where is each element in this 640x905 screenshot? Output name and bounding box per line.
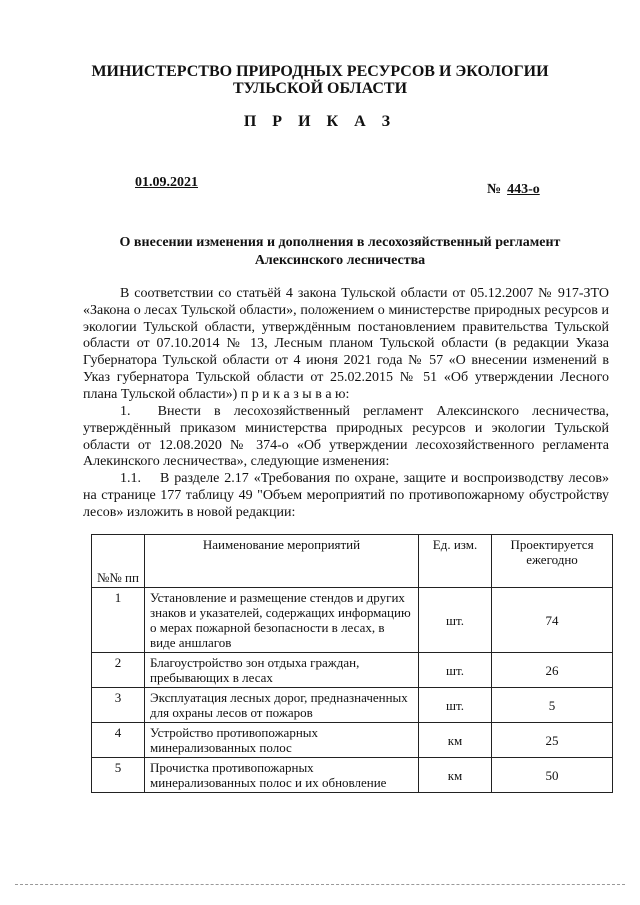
- row-value: 25: [492, 723, 613, 758]
- row-name: Устройство противопожарных минерализованных полос: [145, 723, 419, 758]
- row-name: Прочистка противопожарных минерализованных полос и их обновление: [145, 758, 419, 793]
- table-row: [92, 723, 613, 758]
- row-unit: шт.: [419, 688, 492, 723]
- item-1-1-paragraph: [83, 471, 609, 521]
- order-date: 01.09.2021: [135, 175, 198, 190]
- item-1-1-text: 1.1. В разделе 2.17 «Требования по охране, защите и воспроизводству лесов» на странице 177 таблицу 49 "Объем мероприятий по противопожарному обустройству лесов» изложить в новой редакции:: [83, 471, 609, 520]
- order-number: [487, 182, 540, 198]
- order-subject-line1: О внесении изменения и дополнения в лесохозяйственный регламент: [119, 235, 561, 250]
- order-number-label: №: [487, 182, 502, 197]
- ministry-name-line2: ТУЛЬСКОЙ ОБЛАСТИ: [232, 80, 408, 97]
- header-num: №№ пп: [92, 535, 145, 588]
- scan-edge-divider: [15, 884, 625, 885]
- row-value: 50: [492, 758, 613, 793]
- row-value: 26: [492, 653, 613, 688]
- order-subject-line2: Алексинского лесничества: [254, 253, 426, 268]
- header-unit: Ед. изм.: [419, 535, 492, 588]
- row-unit: км: [419, 758, 492, 793]
- preamble-text: В соответствии со статьёй 4 закона Тульской области от 05.12.2007 № 917-ЗТО «Закона о лесах Тульской области», положением о министерстве природных ресурсов и экологии Тульской области, утверждённым постановлением правительства Тульской области от 07.10.2014 № 13, Лесным планом Тульской области (в редакции Указа Губернатора Тульской области от 4 июня 2021 года № 57 «О внесении изменений в Указ губернатора Тульской области от 25.02.2015 № 51 «Об утверждении Лесного плана Тульской области») п р и к а з ы в а ю:: [83, 286, 609, 402]
- row-name: Благоустройство зон отдыха граждан, пребывающих в лесах: [145, 653, 419, 688]
- order-number-value: 443-о: [507, 182, 540, 197]
- ministry-name-line1: МИНИСТЕРСТВО ПРИРОДНЫХ РЕСУРСОВ И ЭКОЛОГИИ: [91, 63, 549, 80]
- row-name: Установление и размещение стендов и других знаков и указателей, содержащих информацию о мерах пожарной безопасности в лесах, в виде аншлагов: [145, 588, 419, 653]
- document-type: П Р И К А З: [243, 113, 397, 130]
- row-num: 4: [92, 723, 145, 758]
- table-header-row: [92, 535, 613, 588]
- row-value: 5: [492, 688, 613, 723]
- row-num: 1: [92, 588, 145, 653]
- row-num: 3: [92, 688, 145, 723]
- table-row: [92, 758, 613, 793]
- header-planned: Проектируется ежегодно: [492, 535, 613, 588]
- row-num: 5: [92, 758, 145, 793]
- order-subject: [60, 234, 620, 270]
- item-1-paragraph: [83, 404, 609, 471]
- item-1-text: 1. Внести в лесохозяйственный регламент Алексинского лесничества, утверждённый приказом министерства природных ресурсов и экологии Тульской области от 12.08.2020 № 374-о «Об утверждении лесохозяйственного регламента Алекинского лесничества», следующие изменения:: [83, 404, 609, 470]
- row-unit: шт.: [419, 653, 492, 688]
- table-row: [92, 588, 613, 653]
- header-name: Наименование мероприятий: [145, 535, 419, 588]
- fire-prevention-table: [91, 534, 613, 793]
- row-value: 74: [492, 588, 613, 653]
- row-unit: км: [419, 723, 492, 758]
- table-row: [92, 688, 613, 723]
- table-row: [92, 653, 613, 688]
- row-unit: шт.: [419, 588, 492, 653]
- row-num: 2: [92, 653, 145, 688]
- preamble-paragraph: [83, 286, 609, 404]
- row-name: Эксплуатация лесных дорог, предназначенных для охраны лесов от пожаров: [145, 688, 419, 723]
